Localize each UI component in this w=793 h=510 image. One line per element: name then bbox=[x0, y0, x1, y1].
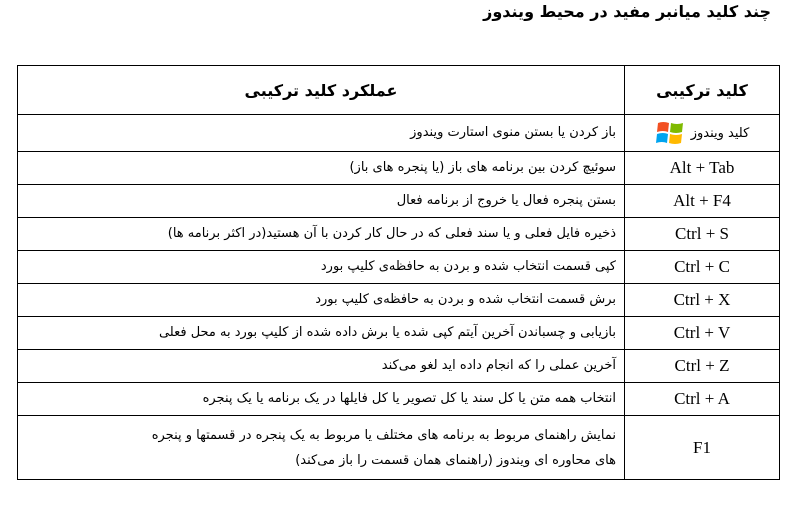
key-cell: Alt + F4 bbox=[625, 185, 780, 218]
desc-line: نمایش راهنمای مربوط به برنامه های مختلف یا مربوط به یک پنجره در قسمتها و پنجره bbox=[151, 427, 616, 443]
table-row bbox=[18, 152, 780, 185]
desc-cell: باز کردن یا بستن منوی استارت ویندوز bbox=[18, 115, 625, 152]
desc-cell: بازیابی و چسباندن آخرین آیتم کپی شده یا برش داده شده از کلیپ بورد به محل فعلی bbox=[18, 317, 625, 350]
key-label: کلید ویندوز bbox=[690, 125, 750, 141]
header-function: عملکرد کلید ترکیبی bbox=[18, 66, 625, 115]
table-row bbox=[18, 115, 780, 152]
key-cell bbox=[625, 115, 780, 152]
key-cell: Alt + Tab bbox=[625, 152, 780, 185]
key-cell: Ctrl + X bbox=[625, 284, 780, 317]
table-row bbox=[18, 317, 780, 350]
table-row bbox=[18, 185, 780, 218]
desc-cell: کپی قسمت انتخاب شده و بردن به حافظه‌ی کلیپ بورد bbox=[18, 251, 625, 284]
table-row bbox=[18, 383, 780, 416]
desc-cell: ذخیره فایل فعلی و یا سند فعلی که در حال کار کردن با آن هستید(در اکثر برنامه ها) bbox=[18, 218, 625, 251]
table-header-row bbox=[18, 66, 780, 115]
key-cell: Ctrl + Z bbox=[625, 350, 780, 383]
desc-line: های محاوره ای ویندوز (راهنمای همان قسمت را باز می‌کند) bbox=[295, 452, 616, 468]
table-row bbox=[18, 284, 780, 317]
table-row bbox=[18, 251, 780, 284]
windows-logo-icon bbox=[655, 119, 685, 147]
shortcut-table bbox=[17, 65, 780, 480]
key-cell: Ctrl + A bbox=[625, 383, 780, 416]
desc-cell: سوئیچ کردن بین برنامه های باز (یا پنجره های باز) bbox=[18, 152, 625, 185]
desc-cell bbox=[18, 416, 625, 480]
table-row bbox=[18, 218, 780, 251]
desc-cell: بستن پنجره فعال یا خروج از برنامه فعال bbox=[18, 185, 625, 218]
desc-cell: برش قسمت انتخاب شده و بردن به حافظه‌ی کلیپ بورد bbox=[18, 284, 625, 317]
key-cell: Ctrl + C bbox=[625, 251, 780, 284]
key-cell: Ctrl + V bbox=[625, 317, 780, 350]
desc-cell: انتخاب همه متن یا کل سند یا کل تصویر یا کل فایلها در یک برنامه یا یک پنجره bbox=[18, 383, 625, 416]
desc-cell: آخرین عملی را که انجام داده اید لغو می‌کند bbox=[18, 350, 625, 383]
key-cell: Ctrl + S bbox=[625, 218, 780, 251]
table-row bbox=[18, 416, 780, 480]
header-key: کلید ترکیبی bbox=[625, 66, 780, 115]
page-title: چند کلید میانبر مفید در محیط ویندوز bbox=[483, 2, 771, 21]
key-cell: F1 bbox=[625, 416, 780, 480]
table-row bbox=[18, 350, 780, 383]
